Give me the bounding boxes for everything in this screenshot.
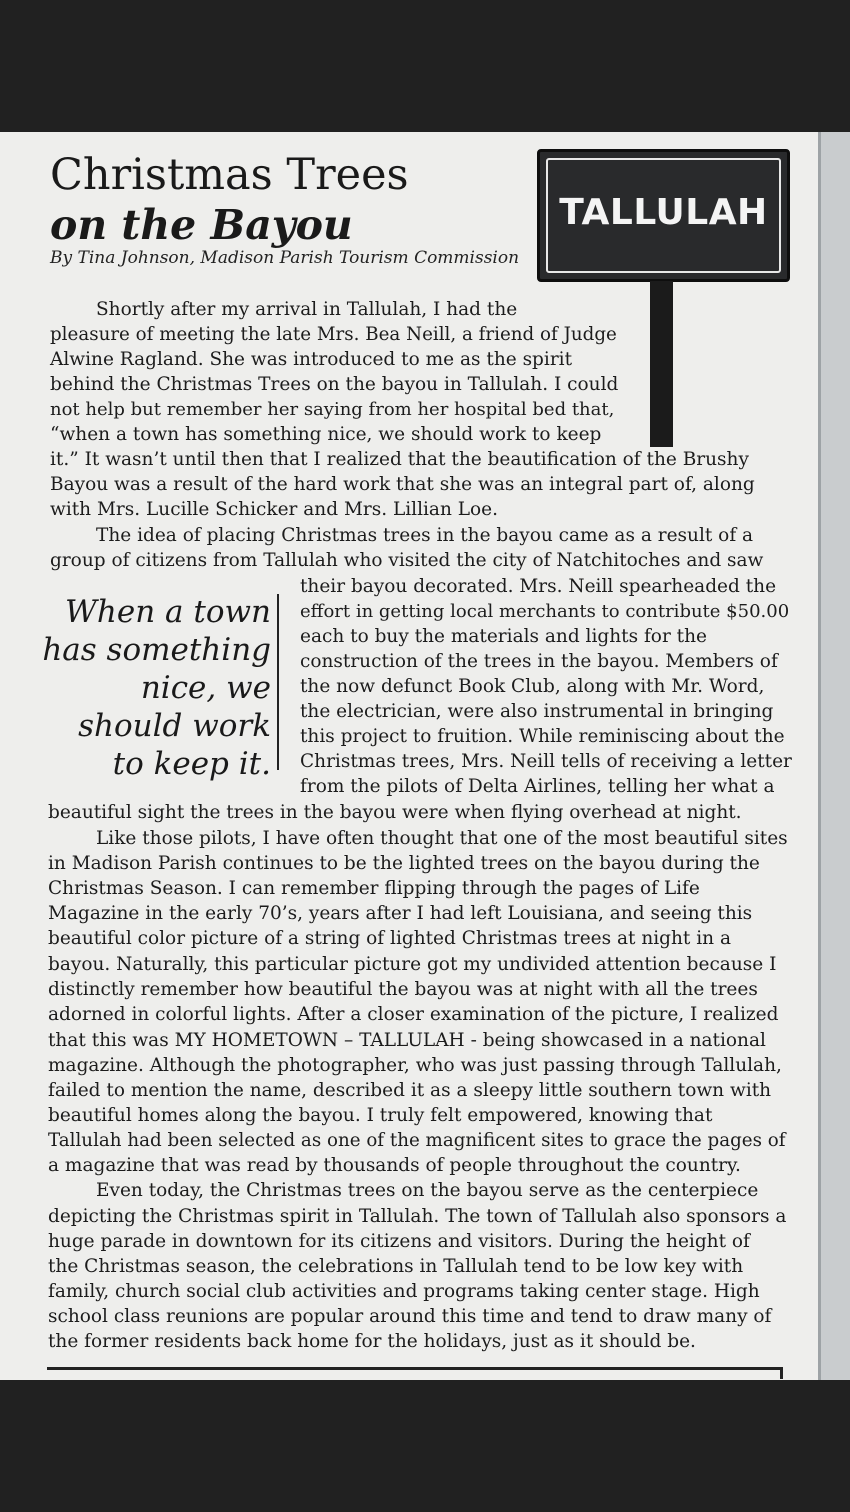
pull-quote-line: nice, we bbox=[140, 670, 271, 706]
article-title: Christmas Trees bbox=[50, 150, 409, 200]
body-line: Christmas trees, Mrs. Neill tells of receiving a letter bbox=[300, 751, 792, 772]
body-line: bayou. Naturally, this particular picture got my undivided attention because I bbox=[48, 954, 777, 975]
body-line: their bayou decorated. Mrs. Neill spearheaded the bbox=[300, 576, 777, 597]
body-line: The idea of placing Christmas trees in the bayou came as a result of a bbox=[96, 525, 754, 546]
body-line: behind the Christmas Trees on the bayou in Tallulah. I could bbox=[50, 374, 619, 395]
body-line: the now defunct Book Club, along with Mr. Word, bbox=[300, 676, 765, 697]
body-line: failed to mention the name, described it as a sleepy little southern town with bbox=[48, 1080, 772, 1101]
pull-quote-line: should work bbox=[78, 708, 271, 744]
body-line: Tallulah had been selected as one of the magnificent sites to grace the pages of bbox=[48, 1130, 786, 1151]
body-line: Bayou was a result of the hard work that she was an integral part of, along bbox=[50, 474, 755, 495]
body-line: Christmas Season. I can remember flipping through the pages of Life bbox=[48, 878, 700, 899]
pull-quote-line: has something bbox=[42, 632, 271, 668]
body-line: that this was MY HOMETOWN – TALLULAH - being showcased in a national bbox=[48, 1030, 766, 1051]
body-line: effort in getting local merchants to contribute $50.00 bbox=[300, 601, 790, 622]
bottom-rule-corner bbox=[780, 1367, 783, 1379]
body-line: it.” It wasn’t until then that I realized that the beautification of the Brushy bbox=[50, 449, 749, 470]
pull-quote-line: to keep it. bbox=[112, 746, 271, 782]
body-line: distinctly remember how beautiful the bayou was at night with all the trees bbox=[48, 979, 758, 1000]
body-line: magazine. Although the photographer, who was just passing through Tallulah, bbox=[48, 1055, 782, 1076]
body-line: school class reunions are popular around this time and tend to draw many of bbox=[48, 1306, 772, 1327]
body-line: beautiful sight the trees in the bayou were when flying overhead at night. bbox=[48, 802, 742, 823]
sign-pole bbox=[650, 281, 673, 447]
body-line: Like those pilots, I have often thought that one of the most beautiful sites bbox=[96, 828, 788, 849]
body-line: in Madison Parish continues to be the lighted trees on the bayou during the bbox=[48, 853, 760, 874]
sign-text: TALLULAH bbox=[559, 192, 768, 233]
body-line: huge parade in downtown for its citizens and visitors. During the height of bbox=[48, 1231, 750, 1252]
body-line: the former residents back home for the holidays, just as it should be. bbox=[48, 1331, 696, 1352]
body-line: beautiful color picture of a string of lighted Christmas trees at night in a bbox=[48, 928, 731, 949]
body-line: the electrician, were also instrumental in bringing bbox=[300, 701, 774, 722]
body-line: pleasure of meeting the late Mrs. Bea Neill, a friend of Judge bbox=[50, 324, 617, 345]
body-line: with Mrs. Lucille Schicker and Mrs. Lillian Loe. bbox=[50, 499, 499, 520]
body-line: each to buy the materials and lights for the bbox=[300, 626, 707, 647]
body-line: depicting the Christmas spirit in Tallulah. The town of Tallulah also sponsors a bbox=[48, 1206, 787, 1227]
body-line: this project to fruition. While reminiscing about the bbox=[300, 726, 785, 747]
body-line: construction of the trees in the bayou. Members of bbox=[300, 651, 778, 672]
body-line: a magazine that was read by thousands of people throughout the country. bbox=[48, 1155, 741, 1176]
page-edge-line bbox=[818, 132, 821, 1380]
body-line: “when a town has something nice, we should work to keep bbox=[50, 424, 602, 445]
body-line: not help but remember her saying from her hospital bed that, bbox=[50, 399, 615, 420]
bottom-rule bbox=[47, 1367, 783, 1370]
body-line: Shortly after my arrival in Tallulah, I had the bbox=[96, 299, 518, 320]
body-line: the Christmas season, the celebrations in Tallulah tend to be low key with bbox=[48, 1256, 744, 1277]
body-line: from the pilots of Delta Airlines, telling her what a bbox=[300, 776, 775, 797]
body-line: Even today, the Christmas trees on the bayou serve as the centerpiece bbox=[96, 1180, 759, 1201]
article-subtitle: on the Bayou bbox=[50, 201, 353, 249]
tallulah-sign bbox=[537, 149, 790, 282]
body-line: adorned in colorful lights. After a closer examination of the picture, I realized bbox=[48, 1004, 779, 1025]
body-line: Alwine Ragland. She was introduced to me as the spirit bbox=[50, 349, 573, 370]
body-line: family, church social club activities and programs taking center stage. High bbox=[48, 1281, 760, 1302]
byline: By Tina Johnson, Madison Parish Tourism Commission bbox=[50, 248, 520, 268]
page-edge bbox=[818, 132, 850, 1380]
body-line: beautiful homes along the bayou. I truly felt empowered, knowing that bbox=[48, 1105, 713, 1126]
body-line: group of citizens from Tallulah who visited the city of Natchitoches and saw bbox=[50, 550, 764, 571]
pull-quote-line: When a town bbox=[65, 594, 271, 630]
body-line: Magazine in the early 70’s, years after I had left Louisiana, and seeing this bbox=[48, 903, 753, 924]
pull-quote-rule bbox=[277, 594, 279, 770]
